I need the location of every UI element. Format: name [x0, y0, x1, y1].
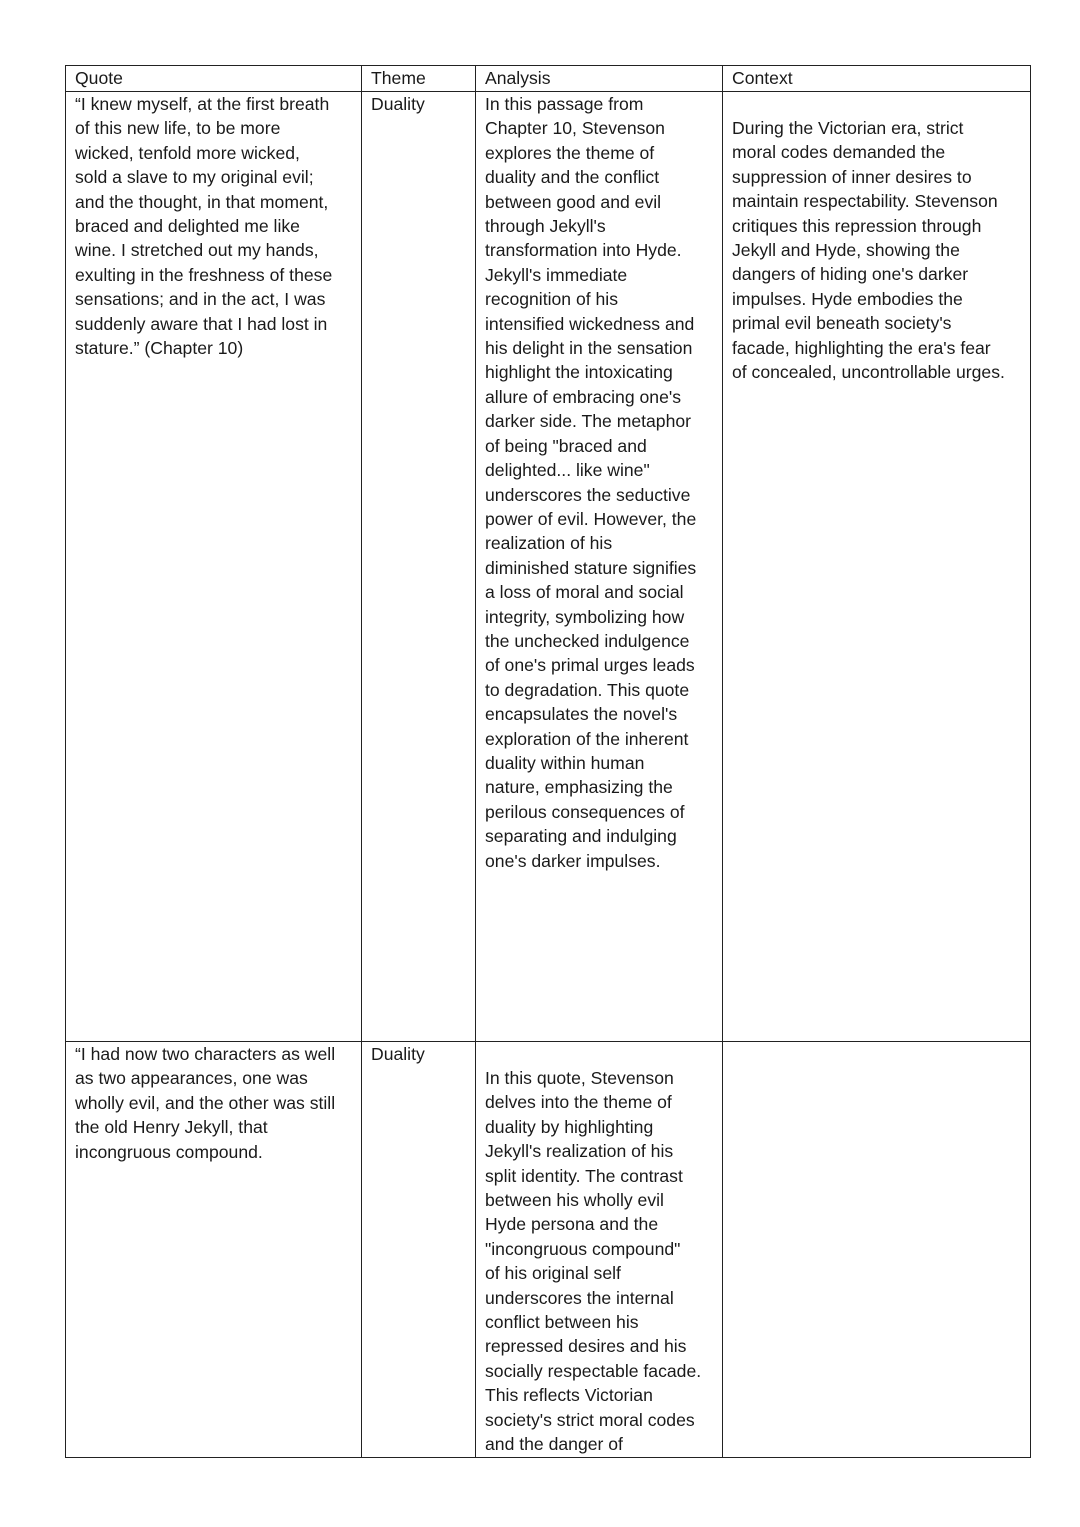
quote-cell [66, 92, 362, 1042]
theme-text: Duality [371, 1044, 425, 1064]
header-quote: Quote [66, 66, 362, 92]
theme-text: Duality [371, 94, 425, 114]
quote-text: “I had now two characters as well as two appearances, one was wholly evil, and the other was still the old Henry Jekyll, that incongruous compound. [75, 1044, 336, 1162]
context-cell [723, 1042, 1031, 1458]
analysis-cell [476, 92, 723, 1042]
analysis-cell [476, 1042, 723, 1458]
context-text: During the Victorian era, strict moral codes demanded the suppression of inner desires to maintain respectability. Stevenson critiques this repression through Jekyll and Hyde, showing the dangers of hiding one's darker impulses. Hyde embodies the primal evil beneath society's facade, highlighting the era's fear of concealed, uncontrollable urges. [732, 118, 1005, 383]
quote-text: “I knew myself, at the first breath of this new life, to be more wicked, tenfold more wicked, sold a slave to my original evil; and the thought, in that moment, braced and delighted me like wine. I stretched out my hands, exulting in the freshness of these sensations; and in the act, I was suddenly aware that I had lost in stature.” (Chapter 10) [75, 94, 333, 359]
header-context: Context [723, 66, 1031, 92]
table-header-row [66, 66, 1031, 92]
table-row [66, 1042, 1031, 1458]
header-analysis: Analysis [476, 66, 723, 92]
table-row [66, 92, 1031, 1042]
context-cell [723, 92, 1031, 1042]
analysis-text: In this quote, Stevenson delves into the theme of duality by highlighting Jekyll's realization of his split identity. The contrast between his wholly evil Hyde persona and the "incongruous compound" of his original self underscores the internal conflict between his repressed desires and his socially respectable facade. This reflects Victorian society's strict moral codes and the danger of [485, 1068, 702, 1455]
quote-analysis-table [65, 65, 1031, 1458]
quote-cell [66, 1042, 362, 1458]
header-theme: Theme [362, 66, 476, 92]
analysis-text: In this passage from Chapter 10, Stevenson explores the theme of duality and the conflict between good and evil through Jekyll's transformation into Hyde. Jekyll's immediate recognition of his intensified wickedness and his delight in the sensation highlight the intoxicating allure of embracing one's darker side. The metaphor of being "braced and delighted... like wine" underscores the seductive power of evil. However, the realization of his diminished stature signifies a loss of moral and social integrity, symbolizing how the unchecked indulgence of one's primal urges leads to degradation. This quote encapsulates the novel's exploration of the inherent duality within human nature, emphasizing the perilous consequences of separating and indulging one's darker impulses. [485, 94, 697, 871]
theme-cell [362, 92, 476, 1042]
theme-cell [362, 1042, 476, 1458]
